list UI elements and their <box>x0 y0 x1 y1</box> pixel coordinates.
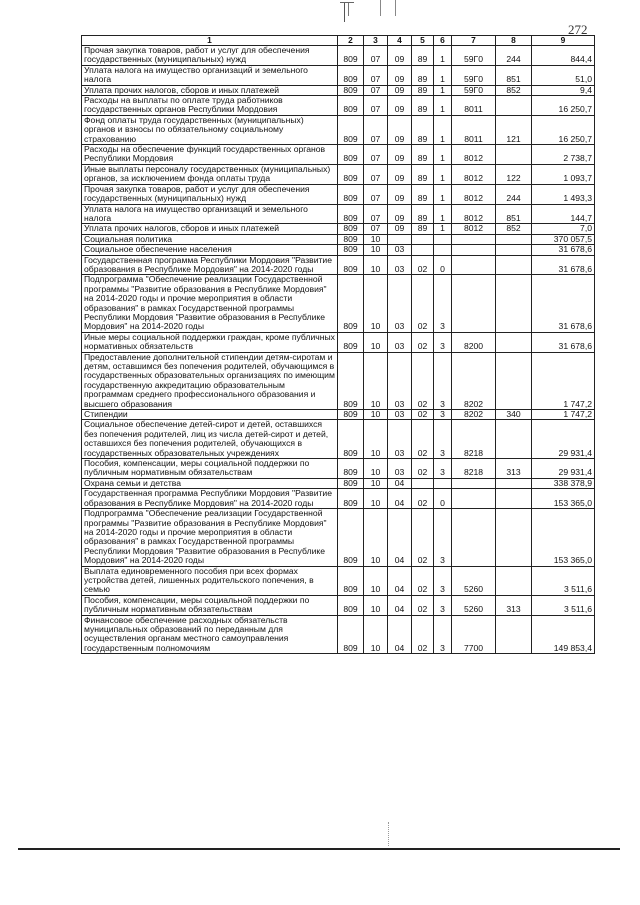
row-amount: 31 678,6 <box>532 332 595 352</box>
row-code-target: 7700 <box>452 615 496 654</box>
row-code-program: 89 <box>412 46 434 66</box>
row-amount: 338 378,9 <box>532 478 595 488</box>
row-code-subprogram: 3 <box>434 420 452 459</box>
row-code-expense-type <box>496 352 532 409</box>
table-row <box>82 245 595 255</box>
row-code-expense-type <box>496 420 532 459</box>
binding-line <box>348 2 349 16</box>
row-code-target: 59Г0 <box>452 85 496 95</box>
row-amount: 31 678,6 <box>532 255 595 275</box>
binding-line <box>344 2 345 22</box>
row-code-ministry: 809 <box>338 489 364 509</box>
row-code-subprogram: 1 <box>434 85 452 95</box>
row-amount: 16 250,7 <box>532 96 595 116</box>
row-code-ministry: 809 <box>338 509 364 566</box>
column-header: 6 <box>434 36 452 46</box>
row-code-section: 10 <box>364 332 388 352</box>
table-row <box>82 332 595 352</box>
row-code-section: 07 <box>364 115 388 144</box>
row-code-subprogram: 1 <box>434 96 452 116</box>
row-code-program <box>412 234 434 244</box>
table-body <box>82 46 595 654</box>
row-code-section: 10 <box>364 595 388 615</box>
row-code-expense-type: 851 <box>496 65 532 85</box>
table-row <box>82 478 595 488</box>
row-name: Подпрограмма "Обеспечение реализации Государственной программы "Развитие образования в Республике Мордовия" на 2014-2020 годы и прочие мероприятия в области образования" в рамках Государственной программы Республики Мордовия "Развитие образования в Республике Мордовия" на 2014-2020 годы <box>82 509 338 566</box>
row-code-program: 02 <box>412 615 434 654</box>
row-code-expense-type <box>496 332 532 352</box>
row-code-subsection: 09 <box>388 65 412 85</box>
row-code-program: 89 <box>412 224 434 234</box>
row-code-target: 8012 <box>452 224 496 234</box>
row-code-expense-type <box>496 234 532 244</box>
row-code-subsection: 09 <box>388 115 412 144</box>
row-amount: 51,0 <box>532 65 595 85</box>
row-amount: 3 511,6 <box>532 566 595 595</box>
row-code-subprogram: 3 <box>434 459 452 479</box>
row-code-subsection: 09 <box>388 85 412 95</box>
row-code-expense-type: 121 <box>496 115 532 144</box>
table-row <box>82 145 595 165</box>
row-code-program: 02 <box>412 489 434 509</box>
row-code-program: 02 <box>412 352 434 409</box>
row-amount: 1 493,3 <box>532 184 595 204</box>
table-row <box>82 410 595 420</box>
row-name: Расходы на выплаты по оплате труда работников государственных органов Республики Мордовия <box>82 96 338 116</box>
row-code-subprogram: 3 <box>434 615 452 654</box>
row-name: Охрана семьи и детства <box>82 478 338 488</box>
row-name: Пособия, компенсации, меры социальной поддержки по публичным нормативным обязательствам <box>82 595 338 615</box>
row-code-ministry: 809 <box>338 184 364 204</box>
row-code-expense-type <box>496 245 532 255</box>
row-amount: 370 057,5 <box>532 234 595 244</box>
row-code-section: 07 <box>364 46 388 66</box>
row-code-ministry: 809 <box>338 352 364 409</box>
row-code-section: 07 <box>364 164 388 184</box>
binding-line <box>340 2 354 3</box>
table-row <box>82 255 595 275</box>
table-row <box>82 65 595 85</box>
row-code-expense-type: 122 <box>496 164 532 184</box>
row-name: Пособия, компенсации, меры социальной поддержки по публичным нормативным обязательствам <box>82 459 338 479</box>
row-name: Предоставление дополнительной стипендии детям-сиротам и детям, оставшимся без попечения родителей, обучающимся в государственных образовательных организациях по имеющим государственную аккредитацию образовательным программам среднего профессионального образования и высшего образования <box>82 352 338 409</box>
row-code-expense-type <box>496 275 532 332</box>
row-code-program: 02 <box>412 255 434 275</box>
row-code-ministry: 809 <box>338 204 364 224</box>
row-name: Фонд оплаты труда государственных (муниципальных) органов и взносы по обязательному социальному страхованию <box>82 115 338 144</box>
budget-table <box>81 35 595 654</box>
row-code-program: 89 <box>412 65 434 85</box>
column-header: 5 <box>412 36 434 46</box>
row-code-program: 89 <box>412 145 434 165</box>
row-code-section: 10 <box>364 352 388 409</box>
row-amount: 153 365,0 <box>532 509 595 566</box>
row-name: Прочая закупка товаров, работ и услуг для обеспечения государственных (муниципальных) нужд <box>82 184 338 204</box>
table-row <box>82 595 595 615</box>
row-amount: 31 678,6 <box>532 245 595 255</box>
row-code-subsection: 03 <box>388 275 412 332</box>
row-code-expense-type <box>496 478 532 488</box>
row-code-section: 10 <box>364 478 388 488</box>
row-code-expense-type <box>496 489 532 509</box>
row-code-ministry: 809 <box>338 459 364 479</box>
row-code-expense-type: 340 <box>496 410 532 420</box>
row-code-program: 02 <box>412 420 434 459</box>
row-code-target <box>452 245 496 255</box>
row-code-expense-type <box>496 615 532 654</box>
column-header: 7 <box>452 36 496 46</box>
page-number: 272 <box>568 22 588 37</box>
row-name: Стипендии <box>82 410 338 420</box>
row-code-subprogram: 1 <box>434 224 452 234</box>
row-code-section: 10 <box>364 459 388 479</box>
row-code-expense-type <box>496 509 532 566</box>
row-code-program <box>412 478 434 488</box>
row-code-ministry: 809 <box>338 410 364 420</box>
table-row <box>82 234 595 244</box>
row-code-section: 07 <box>364 204 388 224</box>
row-amount: 31 678,6 <box>532 275 595 332</box>
row-code-expense-type <box>496 145 532 165</box>
row-amount: 149 853,4 <box>532 615 595 654</box>
row-code-ministry: 809 <box>338 245 364 255</box>
row-code-ministry: 809 <box>338 65 364 85</box>
table-row <box>82 352 595 409</box>
row-code-subprogram <box>434 234 452 244</box>
row-code-program: 89 <box>412 85 434 95</box>
row-name: Государственная программа Республики Мордовия "Развитие образования в Республике Мордовия" на 2014-2020 годы <box>82 489 338 509</box>
row-amount: 844,4 <box>532 46 595 66</box>
table-row <box>82 224 595 234</box>
row-name: Социальное обеспечение населения <box>82 245 338 255</box>
row-code-ministry: 809 <box>338 566 364 595</box>
row-code-target: 8012 <box>452 145 496 165</box>
row-code-expense-type: 852 <box>496 85 532 95</box>
row-code-target: 8011 <box>452 96 496 116</box>
row-code-section: 10 <box>364 234 388 244</box>
row-code-subsection: 09 <box>388 96 412 116</box>
row-code-subprogram: 1 <box>434 204 452 224</box>
row-amount: 29 931,4 <box>532 459 595 479</box>
row-code-section: 07 <box>364 224 388 234</box>
table-row <box>82 184 595 204</box>
row-code-subsection: 09 <box>388 224 412 234</box>
row-code-section: 07 <box>364 145 388 165</box>
row-code-program: 02 <box>412 595 434 615</box>
row-name: Подпрограмма "Обеспечение реализации Государственной программы "Развитие образования в Республике Мордовия" на 2014-2020 годы и прочие мероприятия в области образования" в рамках Государственной программы Республики Мордовия "Развитие образования в Республике Мордовия" на 2014-2020 годы <box>82 275 338 332</box>
row-code-subsection: 03 <box>388 245 412 255</box>
row-code-expense-type: 313 <box>496 595 532 615</box>
row-code-expense-type <box>496 255 532 275</box>
column-header: 3 <box>364 36 388 46</box>
row-code-target <box>452 275 496 332</box>
row-code-target: 8202 <box>452 410 496 420</box>
row-code-target: 5260 <box>452 595 496 615</box>
row-code-expense-type <box>496 96 532 116</box>
row-code-subsection: 09 <box>388 184 412 204</box>
row-code-program: 02 <box>412 566 434 595</box>
column-header: 1 <box>82 36 338 46</box>
row-code-target: 59Г0 <box>452 65 496 85</box>
row-code-ministry: 809 <box>338 615 364 654</box>
row-amount: 144,7 <box>532 204 595 224</box>
row-code-program: 02 <box>412 275 434 332</box>
row-code-target <box>452 478 496 488</box>
table-row <box>82 509 595 566</box>
row-code-subprogram: 3 <box>434 332 452 352</box>
row-code-subsection: 03 <box>388 255 412 275</box>
row-name: Выплата единовременного пособия при всех формах устройства детей, лишенных родительского попечения, в семью <box>82 566 338 595</box>
row-name: Уплата прочих налогов, сборов и иных платежей <box>82 85 338 95</box>
table-row <box>82 275 595 332</box>
row-name: Уплата прочих налогов, сборов и иных платежей <box>82 224 338 234</box>
row-code-expense-type: 244 <box>496 184 532 204</box>
row-code-expense-type: 851 <box>496 204 532 224</box>
table-row <box>82 115 595 144</box>
row-code-target: 5260 <box>452 566 496 595</box>
row-amount: 153 365,0 <box>532 489 595 509</box>
row-code-program: 89 <box>412 115 434 144</box>
row-code-section: 07 <box>364 65 388 85</box>
row-code-program: 89 <box>412 204 434 224</box>
row-code-target: 8218 <box>452 459 496 479</box>
row-code-subprogram: 1 <box>434 145 452 165</box>
table-header-row <box>82 36 595 46</box>
row-name: Государственная программа Республики Мордовия "Развитие образования в Республике Мордовия" на 2014-2020 годы <box>82 255 338 275</box>
column-header: 9 <box>532 36 595 46</box>
row-code-subprogram: 1 <box>434 184 452 204</box>
row-name: Социальное обеспечение детей-сирот и детей, оставшихся без попечения родителей, лиц из числа детей-сирот и детей, оставшихся без попечения родителей, обучающихся в государственных образовательных учреждениях <box>82 420 338 459</box>
row-amount: 2 738,7 <box>532 145 595 165</box>
row-code-target <box>452 255 496 275</box>
row-code-ministry: 809 <box>338 164 364 184</box>
row-code-ministry: 809 <box>338 275 364 332</box>
row-code-subsection: 04 <box>388 566 412 595</box>
row-code-ministry: 809 <box>338 478 364 488</box>
row-code-subprogram: 3 <box>434 509 452 566</box>
row-code-section: 07 <box>364 184 388 204</box>
row-code-program <box>412 245 434 255</box>
row-code-section: 10 <box>364 615 388 654</box>
row-amount: 16 250,7 <box>532 115 595 144</box>
table-row <box>82 46 595 66</box>
row-code-section: 10 <box>364 410 388 420</box>
page-bottom-rule <box>18 848 620 850</box>
row-code-target <box>452 489 496 509</box>
row-amount: 3 511,6 <box>532 595 595 615</box>
row-code-target: 8012 <box>452 184 496 204</box>
row-name: Уплата налога на имущество организаций и земельного налога <box>82 65 338 85</box>
row-code-subprogram <box>434 478 452 488</box>
row-code-target: 8200 <box>452 332 496 352</box>
row-code-program: 89 <box>412 184 434 204</box>
table-row <box>82 204 595 224</box>
row-code-section: 10 <box>364 566 388 595</box>
row-code-subsection: 04 <box>388 595 412 615</box>
margin-mark <box>388 822 399 846</box>
row-name: Финансовое обеспечение расходных обязательств муниципальных образований по переданным для осуществления органам местного самоуправления государственным полномочиям <box>82 615 338 654</box>
row-code-section: 10 <box>364 509 388 566</box>
row-code-target: 8218 <box>452 420 496 459</box>
row-amount: 9,4 <box>532 85 595 95</box>
row-amount: 1 747,2 <box>532 352 595 409</box>
row-code-ministry: 809 <box>338 420 364 459</box>
row-name: Иные меры социальной поддержки граждан, кроме публичных нормативных обязательств <box>82 332 338 352</box>
row-name: Расходы на обеспечение функций государственных органов Республики Мордовия <box>82 145 338 165</box>
row-code-subprogram: 1 <box>434 164 452 184</box>
row-code-subsection: 04 <box>388 478 412 488</box>
row-code-ministry: 809 <box>338 234 364 244</box>
row-code-ministry: 809 <box>338 115 364 144</box>
row-code-subprogram: 3 <box>434 410 452 420</box>
row-code-section: 07 <box>364 96 388 116</box>
row-code-subprogram: 1 <box>434 115 452 144</box>
row-code-target: 8012 <box>452 164 496 184</box>
row-code-program: 89 <box>412 164 434 184</box>
row-code-ministry: 809 <box>338 145 364 165</box>
row-code-program: 02 <box>412 410 434 420</box>
row-code-subprogram: 0 <box>434 489 452 509</box>
row-code-subprogram: 3 <box>434 352 452 409</box>
row-code-subsection: 04 <box>388 509 412 566</box>
row-code-subprogram <box>434 245 452 255</box>
row-code-subsection: 04 <box>388 489 412 509</box>
row-code-expense-type: 244 <box>496 46 532 66</box>
row-code-section: 10 <box>364 420 388 459</box>
row-code-subsection: 03 <box>388 332 412 352</box>
column-header: 4 <box>388 36 412 46</box>
row-code-section: 07 <box>364 85 388 95</box>
row-code-ministry: 809 <box>338 595 364 615</box>
table-row <box>82 85 595 95</box>
binding-clip <box>380 0 396 16</box>
row-code-target: 8011 <box>452 115 496 144</box>
row-code-subsection <box>388 234 412 244</box>
table-row <box>82 566 595 595</box>
row-code-program: 02 <box>412 459 434 479</box>
row-amount: 7,0 <box>532 224 595 234</box>
row-code-section: 10 <box>364 245 388 255</box>
row-amount: 29 931,4 <box>532 420 595 459</box>
row-code-program: 02 <box>412 509 434 566</box>
row-code-ministry: 809 <box>338 46 364 66</box>
row-code-subprogram: 3 <box>434 275 452 332</box>
row-code-target <box>452 234 496 244</box>
row-code-ministry: 809 <box>338 332 364 352</box>
row-code-subprogram: 3 <box>434 566 452 595</box>
row-code-subprogram: 1 <box>434 46 452 66</box>
column-header: 8 <box>496 36 532 46</box>
table-row <box>82 459 595 479</box>
row-code-subsection: 04 <box>388 615 412 654</box>
row-code-subsection: 03 <box>388 459 412 479</box>
binding-marks <box>340 0 402 26</box>
table-row <box>82 489 595 509</box>
row-code-target <box>452 509 496 566</box>
row-code-target: 8012 <box>452 204 496 224</box>
row-name: Уплата налога на имущество организаций и земельного налога <box>82 204 338 224</box>
row-code-expense-type: 313 <box>496 459 532 479</box>
table-row <box>82 615 595 654</box>
table-row <box>82 96 595 116</box>
row-code-target: 8202 <box>452 352 496 409</box>
row-code-subprogram: 3 <box>434 595 452 615</box>
row-code-ministry: 809 <box>338 224 364 234</box>
row-code-subsection: 03 <box>388 420 412 459</box>
row-code-subprogram: 0 <box>434 255 452 275</box>
row-code-subsection: 09 <box>388 145 412 165</box>
row-name: Прочая закупка товаров, работ и услуг для обеспечения государственных (муниципальных) нужд <box>82 46 338 66</box>
table-row <box>82 164 595 184</box>
row-code-expense-type <box>496 566 532 595</box>
row-code-section: 10 <box>364 489 388 509</box>
row-code-subsection: 03 <box>388 410 412 420</box>
row-code-subsection: 09 <box>388 204 412 224</box>
table-row <box>82 420 595 459</box>
row-code-section: 10 <box>364 275 388 332</box>
row-code-section: 10 <box>364 255 388 275</box>
row-amount: 1 747,2 <box>532 410 595 420</box>
row-name: Социальная политика <box>82 234 338 244</box>
row-code-target: 59Г0 <box>452 46 496 66</box>
row-code-subsection: 09 <box>388 164 412 184</box>
row-code-ministry: 809 <box>338 85 364 95</box>
row-code-subsection: 09 <box>388 46 412 66</box>
row-code-ministry: 809 <box>338 255 364 275</box>
row-code-expense-type: 852 <box>496 224 532 234</box>
column-header: 2 <box>338 36 364 46</box>
row-code-subsection: 03 <box>388 352 412 409</box>
row-code-program: 02 <box>412 332 434 352</box>
row-code-ministry: 809 <box>338 96 364 116</box>
row-amount: 1 093,7 <box>532 164 595 184</box>
row-code-program: 89 <box>412 96 434 116</box>
row-name: Иные выплаты персоналу государственных (муниципальных) органов, за исключением фонда оплаты труда <box>82 164 338 184</box>
row-code-subprogram: 1 <box>434 65 452 85</box>
